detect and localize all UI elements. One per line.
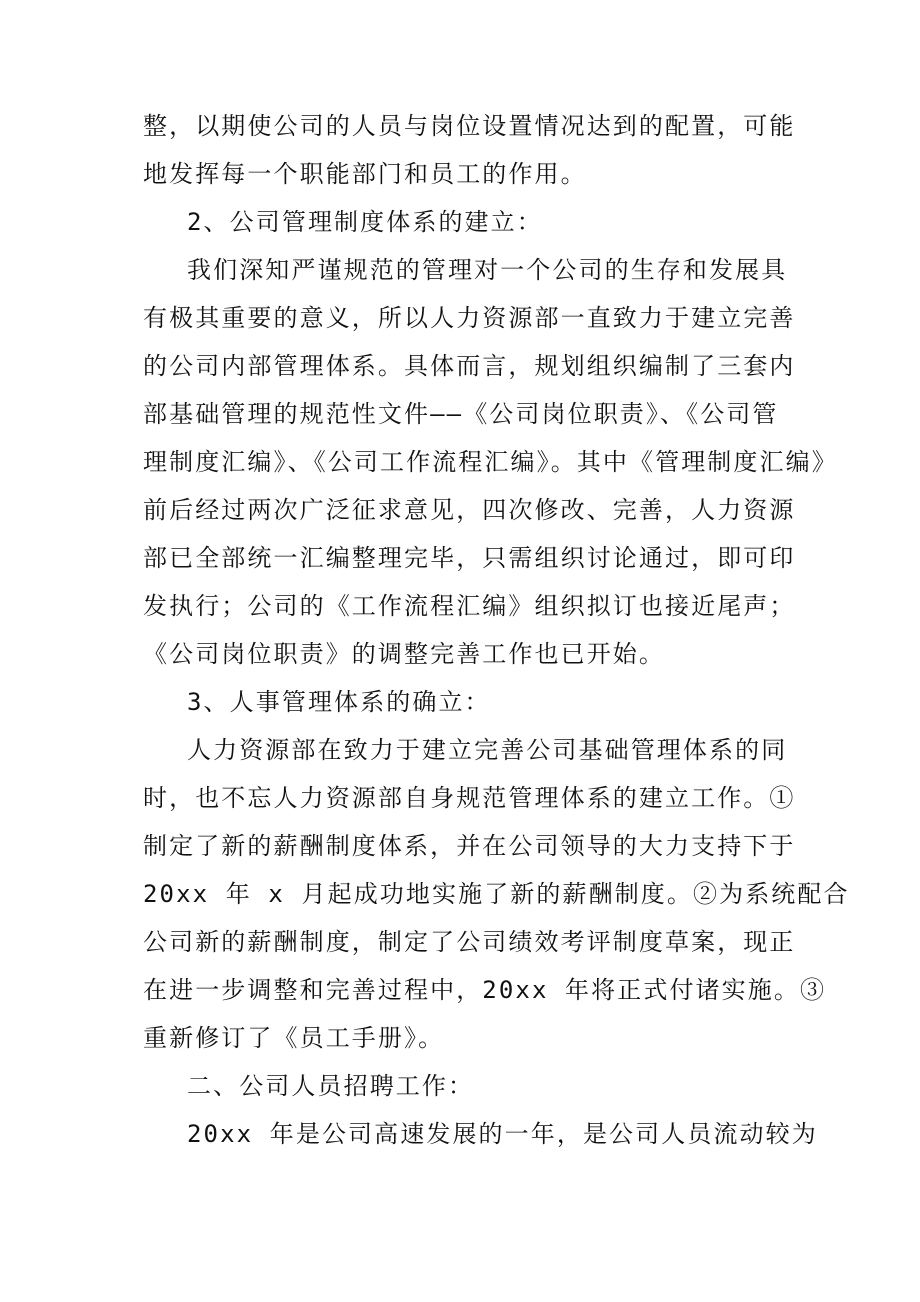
- section-heading: 二、公司人员招聘工作：: [187, 1072, 475, 1100]
- body-text-line: 部基础管理的规范性文件——《公司岗位职责》、《公司管: [143, 400, 779, 428]
- body-text-line: 有极其重要的意义，所以人力资源部一直致力于建立完善: [143, 304, 796, 332]
- body-text-line: 部已全部统一汇编整理完毕，只需组织讨论通过，即可印: [143, 544, 796, 572]
- body-text-line: 制定了新的薪酬制度体系，并在公司领导的大力支持下于: [143, 832, 796, 860]
- body-text-line: 地发挥每一个职能部门和员工的作用。: [143, 160, 587, 188]
- body-text-line: 理制度汇编》、《公司工作流程汇编》。其中《管理制度汇编》: [143, 448, 838, 476]
- section-heading: 3、人事管理体系的确立：: [187, 688, 491, 716]
- paragraph-first-line: 人力资源部在致力于建立完善公司基础管理体系的同: [187, 736, 788, 764]
- body-text-line: 发执行；公司的《工作流程汇编》组织拟订也接近尾声；: [143, 592, 796, 620]
- body-text-line: 在进一步调整和完善过程中，20xx 年将正式付诸实施。③: [143, 976, 827, 1004]
- body-text-line: 《公司岗位职责》的调整完善工作也已开始。: [143, 640, 665, 668]
- body-text-line: 公司新的薪酬制度，制定了公司绩效考评制度草案，现正: [143, 928, 796, 956]
- paragraph-first-line: 20xx 年是公司高速发展的一年，是公司人员流动较为: [187, 1120, 818, 1148]
- body-text-line: 的公司内部管理体系。具体而言，规划组织编制了三套内: [143, 352, 796, 380]
- body-text-line: 20xx 年 x 月起成功地实施了新的薪酬制度。②为系统配合: [143, 880, 850, 908]
- section-heading: 2、公司管理制度体系的建立：: [187, 208, 543, 236]
- body-text-line: 重新修订了《员工手册》。: [143, 1024, 445, 1052]
- body-text-line: 整，以期使公司的人员与岗位设置情况达到的配置，可能: [143, 112, 796, 140]
- body-text-line: 时，也不忘人力资源部自身规范管理体系的建立工作。①: [143, 784, 796, 812]
- paragraph-first-line: 我们深知严谨规范的管理对一个公司的生存和发展具: [187, 256, 788, 284]
- body-text-line: 前后经过两次广泛征求意见，四次修改、完善，人力资源: [143, 496, 796, 524]
